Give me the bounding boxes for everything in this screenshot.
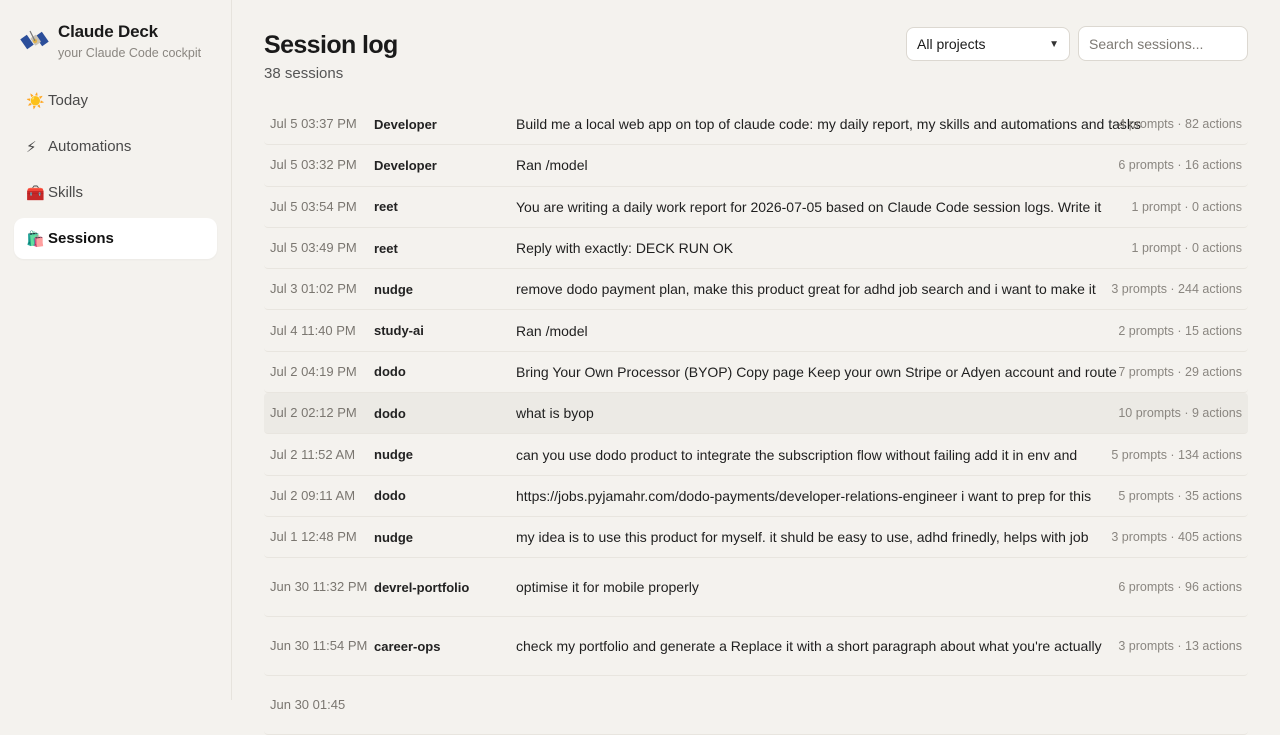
session-project: reet — [374, 199, 398, 215]
session-project: career-ops — [374, 638, 441, 654]
session-prompt: remove dodo payment plan, make this product great for adhd job search and i want to make it — [516, 281, 1096, 298]
project-filter-value: All projects — [917, 36, 986, 52]
session-prompt: optimise it for mobile properly — [516, 579, 699, 596]
session-time: Jul 2 02:12 PM — [270, 405, 357, 421]
nav-label: Skills — [48, 184, 84, 201]
session-stats: 10 prompts · 9 actions — [1118, 406, 1242, 421]
session-stats: 3 prompts · 405 actions — [1111, 530, 1242, 545]
lightning-icon: ⚡ — [26, 138, 37, 156]
session-time: Jul 1 12:48 PM — [270, 529, 357, 545]
session-time: Jul 3 01:02 PM — [270, 281, 357, 297]
session-stats: 3 prompts · 13 actions — [1118, 639, 1242, 654]
session-stats: 1 prompt · 0 actions — [1131, 241, 1242, 256]
nav-label: Automations — [48, 138, 132, 155]
app-tagline: your Claude Code cockpit — [58, 46, 202, 60]
shopping-bags-icon: 🛍️ — [26, 230, 45, 248]
session-time: Jul 5 03:32 PM — [270, 157, 357, 173]
session-time: Jun 30 01:45 — [270, 697, 346, 713]
session-prompt: Ran /model — [516, 157, 588, 174]
session-project: devrel-portfolio — [374, 579, 470, 595]
session-row[interactable] — [264, 434, 1248, 475]
session-prompt: Reply with exactly: DECK RUN OK — [516, 240, 734, 257]
session-row[interactable] — [264, 676, 1248, 735]
page-title: Session log — [264, 31, 398, 59]
session-row[interactable] — [264, 269, 1248, 310]
session-project: nudge — [374, 529, 413, 545]
session-row[interactable] — [264, 558, 1248, 617]
nav-label: Sessions — [48, 230, 114, 247]
session-stats: 3 prompts · 244 actions — [1111, 282, 1242, 297]
toolbox-icon: 🧰 — [26, 184, 45, 202]
session-stats: 1 prompt · 0 actions — [1131, 199, 1242, 214]
sun-icon: ☀️ — [26, 92, 45, 110]
session-project: dodo — [374, 364, 406, 380]
session-time: Jul 5 03:37 PM — [270, 116, 357, 132]
session-stats: 7 prompts · 29 actions — [1118, 364, 1242, 379]
session-row[interactable] — [264, 228, 1248, 269]
session-row[interactable] — [264, 310, 1248, 351]
chevron-down-icon: ▼ — [1049, 38, 1059, 50]
sidebar — [0, 0, 232, 700]
session-project: study-ai — [374, 323, 424, 339]
session-row[interactable] — [264, 393, 1248, 434]
sidebar-nav — [14, 80, 217, 264]
session-project: reet — [374, 240, 398, 256]
session-stats: 4 prompts · 82 actions — [1118, 117, 1242, 132]
session-row[interactable] — [264, 104, 1248, 145]
session-list — [264, 104, 1248, 735]
satellite-icon — [22, 28, 48, 54]
session-row[interactable] — [264, 517, 1248, 558]
session-prompt: Ran /model — [516, 322, 588, 339]
session-row[interactable] — [264, 352, 1248, 393]
session-time: Jul 5 03:49 PM — [270, 240, 357, 256]
session-prompt: my idea is to use this product for myself. it shuld be easy to use, adhd frinedly, helps with job — [516, 529, 1089, 546]
session-row[interactable] — [264, 476, 1248, 517]
session-prompt: what is byop — [516, 405, 594, 422]
project-filter-select[interactable] — [906, 27, 1070, 61]
session-stats: 6 prompts · 16 actions — [1118, 158, 1242, 173]
session-prompt: https://jobs.pyjamahr.com/dodo-payments/developer-relations-engineer i want to prep for this — [516, 487, 1092, 504]
session-time: Jun 30 11:54 PM — [270, 638, 368, 654]
session-row[interactable] — [264, 617, 1248, 676]
nav-label: Today — [48, 92, 89, 109]
nav-item-automations[interactable] — [14, 126, 217, 167]
session-stats: 5 prompts · 134 actions — [1111, 447, 1242, 462]
session-time: Jul 4 11:40 PM — [270, 322, 356, 338]
session-time: Jul 5 03:54 PM — [270, 198, 357, 214]
session-prompt: Build me a local web app on top of claude code: my daily report, my skills and automations and tasks — [516, 116, 1141, 133]
session-row[interactable] — [264, 145, 1248, 186]
session-project: Developer — [374, 116, 437, 132]
session-prompt: You are writing a daily work report for 2026-07-05 based on Claude Code session logs. Write it — [516, 198, 1102, 215]
session-project: dodo — [374, 488, 406, 504]
app-name: Claude Deck — [58, 22, 158, 41]
session-time: Jul 2 04:19 PM — [270, 363, 357, 379]
search-input[interactable] — [1078, 26, 1248, 61]
session-prompt: can you use dodo product to integrate the subscription flow without failing add it in env and — [516, 446, 1078, 463]
brand — [22, 22, 201, 61]
session-stats: 5 prompts · 35 actions — [1118, 488, 1242, 503]
session-count: 38 sessions — [264, 65, 344, 82]
nav-item-skills[interactable] — [14, 172, 217, 213]
session-project: nudge — [374, 447, 413, 463]
session-prompt: Bring Your Own Processor (BYOP) Copy page Keep your own Stripe or Adyen account and route — [516, 363, 1117, 380]
session-time: Jul 2 11:52 AM — [270, 446, 356, 462]
session-time: Jul 2 09:11 AM — [270, 487, 356, 503]
main-content — [264, 0, 1248, 713]
session-stats: 2 prompts · 15 actions — [1118, 323, 1242, 338]
session-project: Developer — [374, 157, 437, 173]
session-prompt: check my portfolio and generate a Replace it with a short paragraph about what you're actually — [516, 638, 1102, 655]
session-stats: 6 prompts · 96 actions — [1118, 580, 1242, 595]
session-row[interactable] — [264, 187, 1248, 228]
session-time: Jun 30 11:32 PM — [270, 579, 368, 595]
nav-item-today[interactable] — [14, 80, 217, 121]
session-project: dodo — [374, 405, 406, 421]
nav-item-sessions[interactable] — [14, 218, 217, 259]
session-project: nudge — [374, 281, 413, 297]
